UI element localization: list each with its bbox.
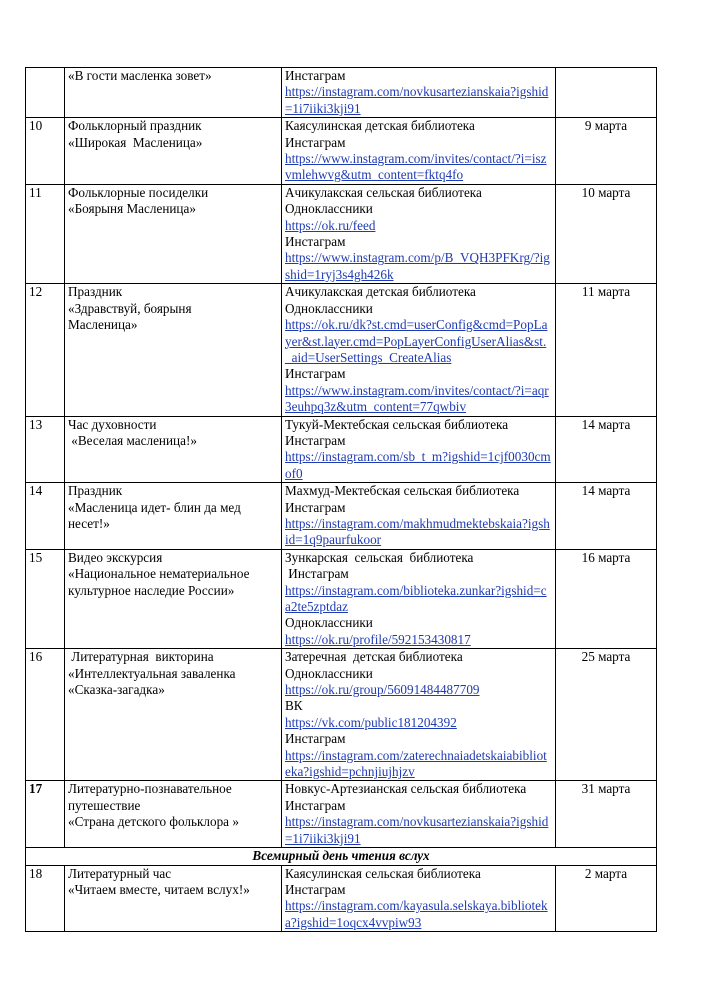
venue-cell [282,865,556,932]
social-link[interactable]: https://www.instagram.com/p/B_VQH3PFKrg/?igshid=1ryj3s4gh426k [285,250,550,282]
social-link[interactable]: https://ok.ru/profile/592153430817 [285,631,471,647]
event-title-line: «Национальное нематериальное [68,566,250,582]
venue-text: ВК [285,698,303,714]
row-number: 18 [26,865,65,932]
social-link[interactable]: https://www.instagram.com/invites/contact/?i=aqr3euhpq3z&utm_content=77qwbiv [285,382,549,415]
event-title-line: культурное наследие России» [68,582,235,598]
social-link[interactable]: https://instagram.com/novkusartezianskaia?igshid=1i7iiki3kji91 [285,84,549,116]
event-title-line: Видео экскурсия [68,549,163,565]
event-title-line: Литературно-познавательное [68,781,232,797]
venue-text: Инстаграм [285,881,346,897]
event-title-line: несет!» [68,515,110,531]
social-link[interactable]: https://ok.ru/feed [285,217,376,233]
event-date: 31 марта [556,781,657,848]
table-row [26,416,657,483]
event-title-line: «Сказка-загадка» [68,682,165,698]
table-row [26,118,657,185]
table-row [26,284,657,416]
event-title-line: «Страна детского фольклора » [68,814,239,830]
venue-text: Инстаграм [285,366,346,382]
event-date: 9 марта [556,118,657,185]
event-title-line: «Масленица идет- блин да мед [68,499,241,515]
venue-text: Зункарская сельская библиотека [285,549,474,565]
venue-text: Инстаграм [285,432,346,448]
venue-cell [282,118,556,185]
venue-text: Каясулинская сельская библиотека [285,865,481,881]
event-title-line: Литературная викторина [68,649,214,665]
row-number: 17 [26,781,65,848]
event-cell [65,284,282,416]
social-link[interactable]: https://instagram.com/makhmudmektebskaia?igshid=1q9paurfukoor [285,515,550,548]
venue-text: Одноклассники [285,615,373,631]
event-title-line: путешествие [68,797,141,813]
venue-text: Одноклассники [285,300,373,316]
social-link[interactable]: https://www.instagram.com/invites/contact/?i=iszvmlehwvg&utm_content=fktq4fo [285,151,547,183]
venue-text: Новкус-Артезианская сельская библиотека [285,781,527,797]
event-cell [65,649,282,781]
venue-cell [282,549,556,648]
table-row [26,184,657,283]
venue-cell [282,416,556,483]
venue-text: Тукуй-Мектебская сельская библиотека [285,416,509,432]
event-date: 14 марта [556,483,657,550]
venue-text: Инстаграм [285,234,346,250]
event-date [556,68,657,118]
venue-text: Ачикулакская сельская библиотека [285,184,482,200]
event-date: 16 марта [556,549,657,648]
table-row [26,68,657,118]
venue-text: Одноклассники [285,201,373,217]
row-number: 12 [26,284,65,416]
venue-text: Инстаграм [285,68,346,83]
social-link[interactable]: https://vk.com/public181204392 [285,714,457,730]
venue-text: Затеречная детская библиотека [285,649,463,665]
row-number: 11 [26,184,65,283]
event-cell [65,416,282,483]
venue-cell [282,284,556,416]
event-title-line: Фольклорные посиделки [68,184,209,200]
event-date: 10 марта [556,184,657,283]
social-link[interactable]: https://ok.ru/dk?st.cmd=userConfig&cmd=PopLayer&st.layer.cmd=PopLayerConfigUserAlias&st._aid=UserSettings_CreateAlias [285,317,548,365]
venue-text: Одноклассники [285,665,373,681]
events-table [25,67,657,932]
venue-cell [282,184,556,283]
venue-text: Инстаграм [285,566,349,582]
event-title-line: «Читаем вместе, читаем вслух!» [68,881,250,897]
event-title-line: «Широкая Масленица» [68,134,203,150]
social-link[interactable]: https://instagram.com/kayasula.selskaya.biblioteka?igshid=1oqcx4vvpiw93 [285,898,548,930]
table-row [26,649,657,781]
venue-text: Инстаграм [285,134,346,150]
social-link[interactable]: https://instagram.com/sb_t_m?igshid=1cjf0030cmof0 [285,449,551,481]
event-title-line: Масленица» [68,317,138,333]
event-cell [65,483,282,550]
table-row [26,865,657,932]
social-link[interactable]: https://instagram.com/zaterechnaiadetskaiabiblioteka?igshid=pchnjiujhjzv [285,747,547,780]
table-row [26,781,657,848]
event-cell [65,118,282,185]
venue-text: Инстаграм [285,499,346,515]
event-title-line: Литературный час [68,865,172,881]
event-cell [65,68,282,118]
row-number: 13 [26,416,65,483]
event-date: 2 марта [556,865,657,932]
event-title-line: Праздник [68,483,123,499]
venue-cell [282,649,556,781]
venue-text: Инстаграм [285,797,346,813]
section-row [26,848,657,865]
events-table-body [26,68,657,932]
row-number: 16 [26,649,65,781]
section-title: Всемирный день чтения вслух [26,848,657,865]
social-link[interactable]: https://instagram.com/novkusartezianskaia?igshid=1i7iiki3kji91 [285,814,549,846]
event-title-line: Час духовности [68,416,157,432]
event-cell [65,781,282,848]
table-row [26,483,657,550]
row-number [26,68,65,118]
venue-text: Ачикулакская детская библиотека [285,284,476,300]
event-title-line: «В гости масленка зовет» [68,68,212,83]
row-number: 14 [26,483,65,550]
venue-text: Каясулинская детская библиотека [285,118,475,134]
row-number: 15 [26,549,65,648]
social-link[interactable]: https://instagram.com/biblioteka.zunkar?igshid=ca2te5zptdaz [285,582,547,614]
venue-cell [282,483,556,550]
event-cell [65,865,282,932]
event-cell [65,184,282,283]
event-date: 11 марта [556,284,657,416]
event-title-line: «Боярыня Масленица» [68,201,196,217]
event-date: 25 марта [556,649,657,781]
venue-text: Инстаграм [285,731,346,747]
event-title-line: Фольклорный праздник [68,118,202,134]
event-title-line: «Веселая масленица!» [68,432,197,448]
event-title-line: «Интеллектуальная заваленка [68,665,236,681]
social-link[interactable]: https://ok.ru/group/56091484487709 [285,682,480,698]
row-number: 10 [26,118,65,185]
event-title-line: «Здравствуй, боярыня [68,300,192,316]
venue-cell [282,68,556,118]
venue-cell [282,781,556,848]
event-title-line: Праздник [68,284,123,300]
event-cell [65,549,282,648]
table-row [26,549,657,648]
event-date: 14 марта [556,416,657,483]
venue-text: Махмуд-Мектебская сельская библиотека [285,483,520,499]
